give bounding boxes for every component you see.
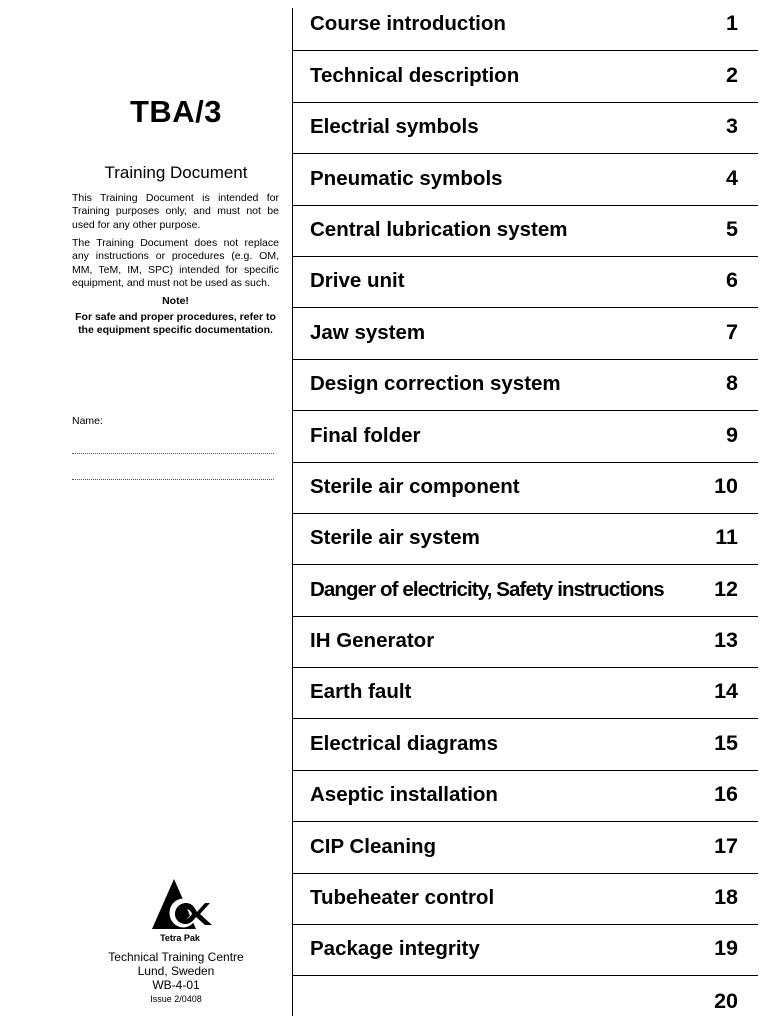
toc-number: 5	[726, 216, 738, 241]
toc-row	[293, 0, 758, 51]
toc-number: 3	[726, 114, 738, 139]
document-code: WB-4-01	[152, 978, 200, 992]
toc-label: Jaw system	[310, 320, 426, 344]
toc-number: 8	[726, 371, 738, 396]
name-line-2	[72, 479, 274, 480]
note-heading: Note!	[162, 295, 189, 307]
toc-label: Pneumatic symbols	[310, 166, 503, 190]
toc-label: Central lubrication system	[310, 217, 568, 241]
centre-location: Lund, Sweden	[137, 964, 215, 978]
toc-number: 20	[714, 988, 738, 1013]
toc-number: 16	[714, 782, 738, 807]
toc-row	[293, 463, 758, 514]
toc-label: Technical description	[310, 63, 520, 87]
toc-label: IH Generator	[310, 629, 435, 653]
toc-row	[293, 308, 758, 359]
toc-label: Danger of electricity, Safety instructions	[310, 577, 664, 601]
name-label: Name:	[72, 415, 103, 427]
toc-number: 1	[726, 11, 738, 36]
toc-label: Final folder	[310, 423, 421, 447]
purpose-paragraph: This Training Document is intended for Training purposes only, and must not be used for any other purpose.	[72, 192, 279, 231]
toc-number: 7	[726, 319, 738, 344]
toc-label: Aseptic installation	[310, 783, 498, 807]
toc-row	[293, 925, 758, 976]
toc-row	[293, 874, 758, 925]
toc-row	[293, 206, 758, 257]
issue-number: Issue 2/0408	[150, 994, 202, 1004]
toc-number: 17	[714, 833, 738, 858]
toc-number: 11	[715, 525, 738, 550]
toc-label: Package integrity	[310, 937, 480, 961]
toc-label: Sterile air component	[310, 474, 520, 498]
toc-row	[293, 771, 758, 822]
centre-name: Technical Training Centre	[108, 950, 244, 964]
note-body: For safe and proper procedures, refer to the equipment specific documentation.	[75, 311, 276, 337]
disclaimer-paragraph: The Training Document does not replace any instructions or procedures (e.g. OM, MM, TeM, IM, SPC) intended for specific equipment, and must not be used as such.	[72, 237, 279, 290]
toc-number: 15	[714, 730, 738, 755]
name-line-1	[72, 453, 274, 454]
toc-number: 12	[714, 576, 738, 601]
toc-number: 13	[714, 628, 738, 653]
document-title: TBA/3	[129, 94, 223, 129]
toc-row	[293, 514, 758, 565]
toc-row	[293, 976, 758, 1027]
toc-label: Electrial symbols	[310, 115, 479, 139]
toc-row	[293, 668, 758, 719]
toc-number: 9	[726, 422, 738, 447]
toc-number: 18	[714, 885, 738, 910]
toc-row	[293, 257, 758, 308]
toc-number: 2	[726, 62, 738, 87]
toc-label: Design correction system	[310, 372, 561, 396]
cover-panel	[0, 0, 292, 1024]
toc-label: Course introduction	[310, 12, 506, 36]
toc-row	[293, 411, 758, 462]
toc-row	[293, 822, 758, 873]
toc-row	[293, 360, 758, 411]
toc-row	[293, 154, 758, 205]
toc-row	[293, 51, 758, 102]
toc-row	[293, 719, 758, 770]
toc-label: Drive unit	[310, 269, 405, 293]
toc-label: Sterile air system	[310, 526, 480, 550]
brand-name: Tetra Pak	[160, 933, 200, 943]
toc-number: 6	[726, 268, 738, 293]
toc-row	[293, 617, 758, 668]
document-subtitle: Training Document	[104, 163, 248, 182]
toc-label: Electrical diagrams	[310, 731, 499, 755]
toc-number: 19	[714, 936, 738, 961]
table-of-contents	[293, 0, 758, 1028]
toc-label: Tubeheater control	[310, 886, 495, 910]
toc-row	[293, 103, 758, 154]
toc-number: 4	[726, 165, 738, 190]
toc-row	[293, 565, 758, 616]
toc-label: CIP Cleaning	[310, 834, 437, 858]
tetra-pak-logo-icon	[148, 877, 216, 935]
toc-number: 14	[714, 679, 738, 704]
toc-label: Earth fault	[310, 680, 412, 704]
toc-number: 10	[714, 473, 738, 498]
